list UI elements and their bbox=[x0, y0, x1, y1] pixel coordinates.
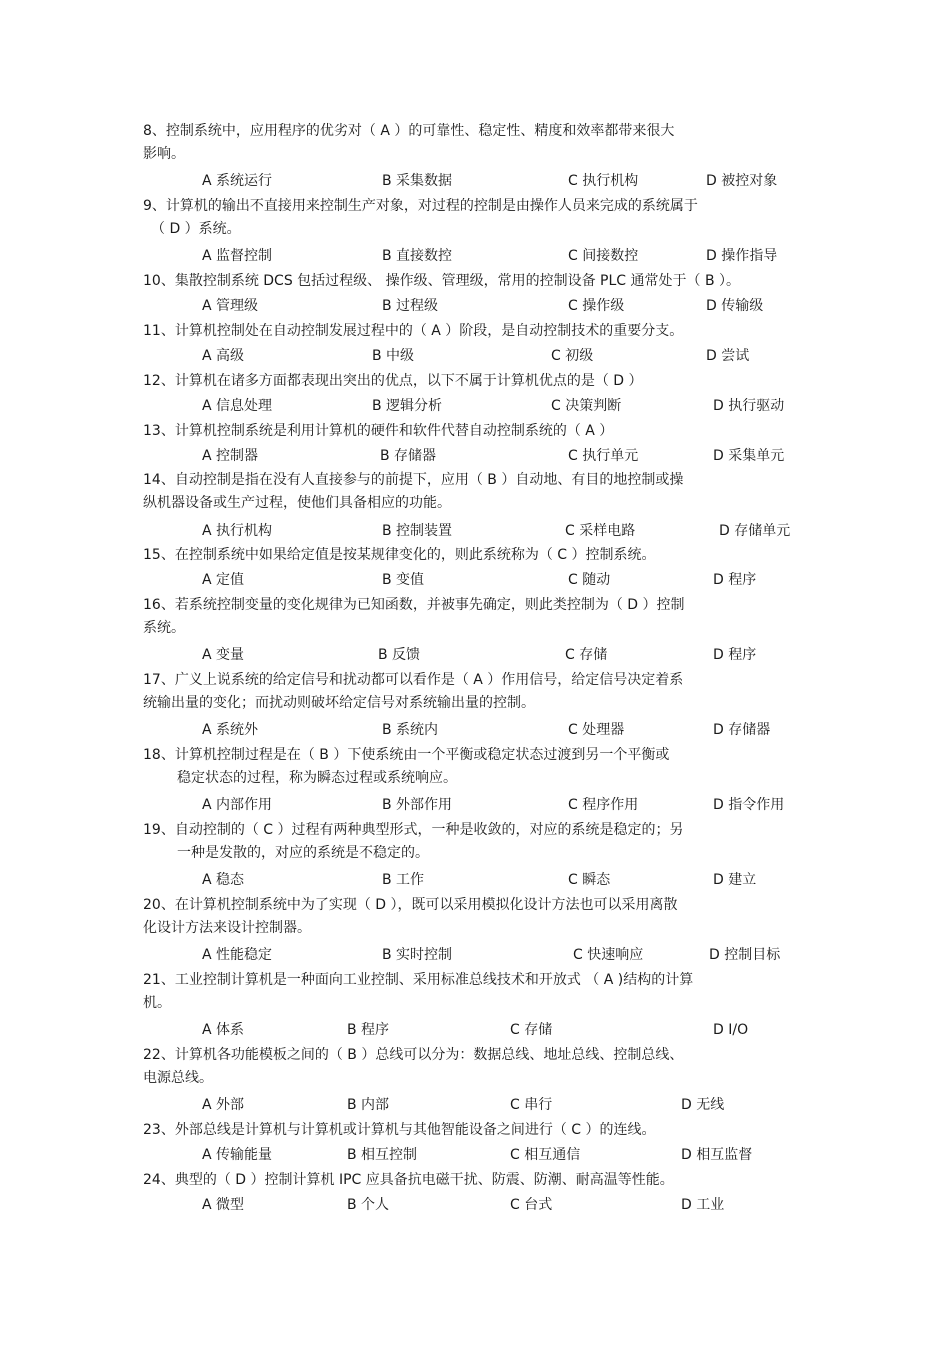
question-18-option-C: C 程序作用 bbox=[568, 797, 639, 813]
question-20-line-2: 化设计方法来设计控制器。 bbox=[143, 920, 311, 936]
question-12-option-A: A 信息处理 bbox=[202, 398, 273, 414]
question-23-option-B: B 相互控制 bbox=[347, 1147, 418, 1163]
question-20-option-C: C 快速响应 bbox=[573, 947, 644, 963]
question-21-line-2: 机。 bbox=[143, 995, 171, 1011]
question-19-line-1: 19、自动控制的（ C ）过程有两种典型形式，一种是收敛的，对应的系统是稳定的；另 bbox=[143, 822, 684, 838]
question-12-option-B: B 逻辑分析 bbox=[372, 398, 443, 414]
question-14-line-1: 14、自动控制是指在没有人直接参与的前提下，应用（ B ）自动地、有目的地控制或操 bbox=[143, 472, 684, 488]
question-22-option-A: A 外部 bbox=[202, 1097, 245, 1113]
question-23-option-A: A 传输能量 bbox=[202, 1147, 273, 1163]
question-17-line-1: 17、广义上说系统的给定信号和扰动都可以看作是（ A ）作用信号，给定信号决定着系 bbox=[143, 672, 684, 688]
question-9-line-1: 9、计算机的输出不直接用来控制生产对象，对过程的控制是由操作人员来完成的系统属于 bbox=[143, 198, 698, 214]
question-15-option-C: C 随动 bbox=[568, 572, 611, 588]
question-21-option-A: A 体系 bbox=[202, 1022, 245, 1038]
question-24-option-B: B 个人 bbox=[347, 1197, 390, 1213]
question-20-option-B: B 实时控制 bbox=[382, 947, 453, 963]
question-22-option-C: C 串行 bbox=[510, 1097, 553, 1113]
question-22-option-D: D 无线 bbox=[681, 1097, 725, 1113]
question-17-option-D: D 存储器 bbox=[713, 722, 771, 738]
question-9-option-A: A 监督控制 bbox=[202, 248, 273, 264]
question-9-line-2: （ D ）系统。 bbox=[151, 221, 241, 237]
question-23-option-D: D 相互监督 bbox=[681, 1147, 753, 1163]
question-19-option-D: D 建立 bbox=[713, 872, 757, 888]
question-14-option-C: C 采样电路 bbox=[565, 523, 636, 539]
question-13-option-D: D 采集单元 bbox=[713, 448, 785, 464]
question-22-option-B: B 内部 bbox=[347, 1097, 390, 1113]
question-13-option-B: B 存储器 bbox=[380, 448, 437, 464]
question-21-option-D: D I/O bbox=[713, 1022, 749, 1038]
question-24-option-C: C 台式 bbox=[510, 1197, 553, 1213]
question-18-option-B: B 外部作用 bbox=[382, 797, 453, 813]
question-11-option-D: D 尝试 bbox=[706, 348, 750, 364]
question-24-option-A: A 微型 bbox=[202, 1197, 245, 1213]
question-18-option-A: A 内部作用 bbox=[202, 797, 273, 813]
question-10-option-C: C 操作级 bbox=[568, 298, 625, 314]
question-9-option-D: D 操作指导 bbox=[706, 248, 778, 264]
question-11-option-C: C 初级 bbox=[551, 348, 594, 364]
question-22-line-2: 电源总线。 bbox=[143, 1070, 213, 1086]
question-19-line-2: 一种是发散的，对应的系统是不稳定的。 bbox=[177, 845, 429, 861]
question-20-line-1: 20、在计算机控制系统中为了实现（ D ），既可以采用模拟化设计方法也可以采用离散 bbox=[143, 897, 678, 913]
question-20-option-D: D 控制目标 bbox=[709, 947, 781, 963]
question-17-option-B: B 系统内 bbox=[382, 722, 439, 738]
question-10-option-A: A 管理级 bbox=[202, 298, 259, 314]
question-22-line-1: 22、计算机各功能模板之间的（ B ）总线可以分为：数据总线、地址总线、控制总线、 bbox=[143, 1047, 684, 1063]
question-11-line-1: 11、计算机控制处在自动控制发展过程中的（ A ）阶段，是自动控制技术的重要分支。 bbox=[143, 323, 684, 339]
question-10-option-D: D 传输级 bbox=[706, 298, 764, 314]
question-16-line-1: 16、若系统控制变量的变化规律为已知函数，并被事先确定，则此类控制为（ D ）控制 bbox=[143, 597, 685, 613]
question-8-option-C: C 执行机构 bbox=[568, 173, 639, 189]
question-24-line-1: 24、典型的（ D ）控制计算机 IPC 应具备抗电磁干扰、防震、防潮、耐高温等性能。 bbox=[143, 1172, 674, 1188]
question-24-option-D: D 工业 bbox=[681, 1197, 725, 1213]
question-16-option-D: D 程序 bbox=[713, 647, 757, 663]
question-9-option-B: B 直接数控 bbox=[382, 248, 453, 264]
question-15-line-1: 15、在控制系统中如果给定值是按某规律变化的，则此系统称为（ C ）控制系统。 bbox=[143, 547, 656, 563]
question-20-option-A: A 性能稳定 bbox=[202, 947, 273, 963]
question-10-line-1: 10、集散控制系统 DCS 包括过程级、 操作级、管理级，常用的控制设备 PLC 通常处于（ B ）。 bbox=[143, 273, 741, 289]
question-19-option-A: A 稳态 bbox=[202, 872, 245, 888]
question-16-option-B: B 反馈 bbox=[378, 647, 421, 663]
question-11-option-A: A 高级 bbox=[202, 348, 245, 364]
question-13-line-1: 13、计算机控制系统是利用计算机的硬件和软件代替自动控制系统的（ A ） bbox=[143, 423, 614, 439]
question-17-option-C: C 处理器 bbox=[568, 722, 625, 738]
question-14-option-B: B 控制装置 bbox=[382, 523, 453, 539]
question-15-option-A: A 定值 bbox=[202, 572, 245, 588]
question-18-line-2: 稳定状态的过程，称为瞬态过程或系统响应。 bbox=[177, 770, 457, 786]
question-17-option-A: A 系统外 bbox=[202, 722, 259, 738]
question-18-line-1: 18、计算机控制过程是在（ B ）下使系统由一个平衡或稳定状态过渡到另一个平衡或 bbox=[143, 747, 670, 763]
question-8-line-1: 8、控制系统中，应用程序的优劣对（ A ）的可靠性、稳定性、精度和效率都带来很大 bbox=[143, 123, 675, 139]
question-19-option-B: B 工作 bbox=[382, 872, 425, 888]
question-23-option-C: C 相互通信 bbox=[510, 1147, 581, 1163]
question-9-option-C: C 间接数控 bbox=[568, 248, 639, 264]
question-11-option-B: B 中级 bbox=[372, 348, 415, 364]
question-13-option-C: C 执行单元 bbox=[568, 448, 639, 464]
question-12-line-1: 12、计算机在诸多方面都表现出突出的优点，以下不属于计算机优点的是（ D ） bbox=[143, 373, 643, 389]
question-12-option-D: D 执行驱动 bbox=[713, 398, 785, 414]
question-8-option-D: D 被控对象 bbox=[706, 173, 778, 189]
question-16-option-C: C 存储 bbox=[565, 647, 608, 663]
question-8-option-A: A 系统运行 bbox=[202, 173, 273, 189]
question-16-line-2: 系统。 bbox=[143, 620, 185, 636]
question-18-option-D: D 指令作用 bbox=[713, 797, 785, 813]
question-19-option-C: C 瞬态 bbox=[568, 872, 611, 888]
question-15-option-D: D 程序 bbox=[713, 572, 757, 588]
question-23-line-1: 23、外部总线是计算机与计算机或计算机与其他智能设备之间进行（ C ）的连线。 bbox=[143, 1122, 656, 1138]
question-15-option-B: B 变值 bbox=[382, 572, 425, 588]
question-8-line-2: 影响。 bbox=[143, 146, 185, 162]
question-21-option-C: C 存储 bbox=[510, 1022, 553, 1038]
question-10-option-B: B 过程级 bbox=[382, 298, 439, 314]
question-14-option-D: D 存储单元 bbox=[719, 523, 791, 539]
question-16-option-A: A 变量 bbox=[202, 647, 245, 663]
question-14-option-A: A 执行机构 bbox=[202, 523, 273, 539]
question-8-option-B: B 采集数据 bbox=[382, 173, 453, 189]
question-13-option-A: A 控制器 bbox=[202, 448, 259, 464]
question-14-line-2: 纵机器设备或生产过程，使他们具备相应的功能。 bbox=[143, 495, 451, 511]
question-21-line-1: 21、工业控制计算机是一种面向工业控制、采用标准总线技术和开放式 （ A )结构的计算 bbox=[143, 972, 694, 988]
question-21-option-B: B 程序 bbox=[347, 1022, 390, 1038]
question-17-line-2: 统输出量的变化；而扰动则破坏给定信号对系统输出量的控制。 bbox=[143, 695, 535, 711]
question-12-option-C: C 决策判断 bbox=[551, 398, 622, 414]
